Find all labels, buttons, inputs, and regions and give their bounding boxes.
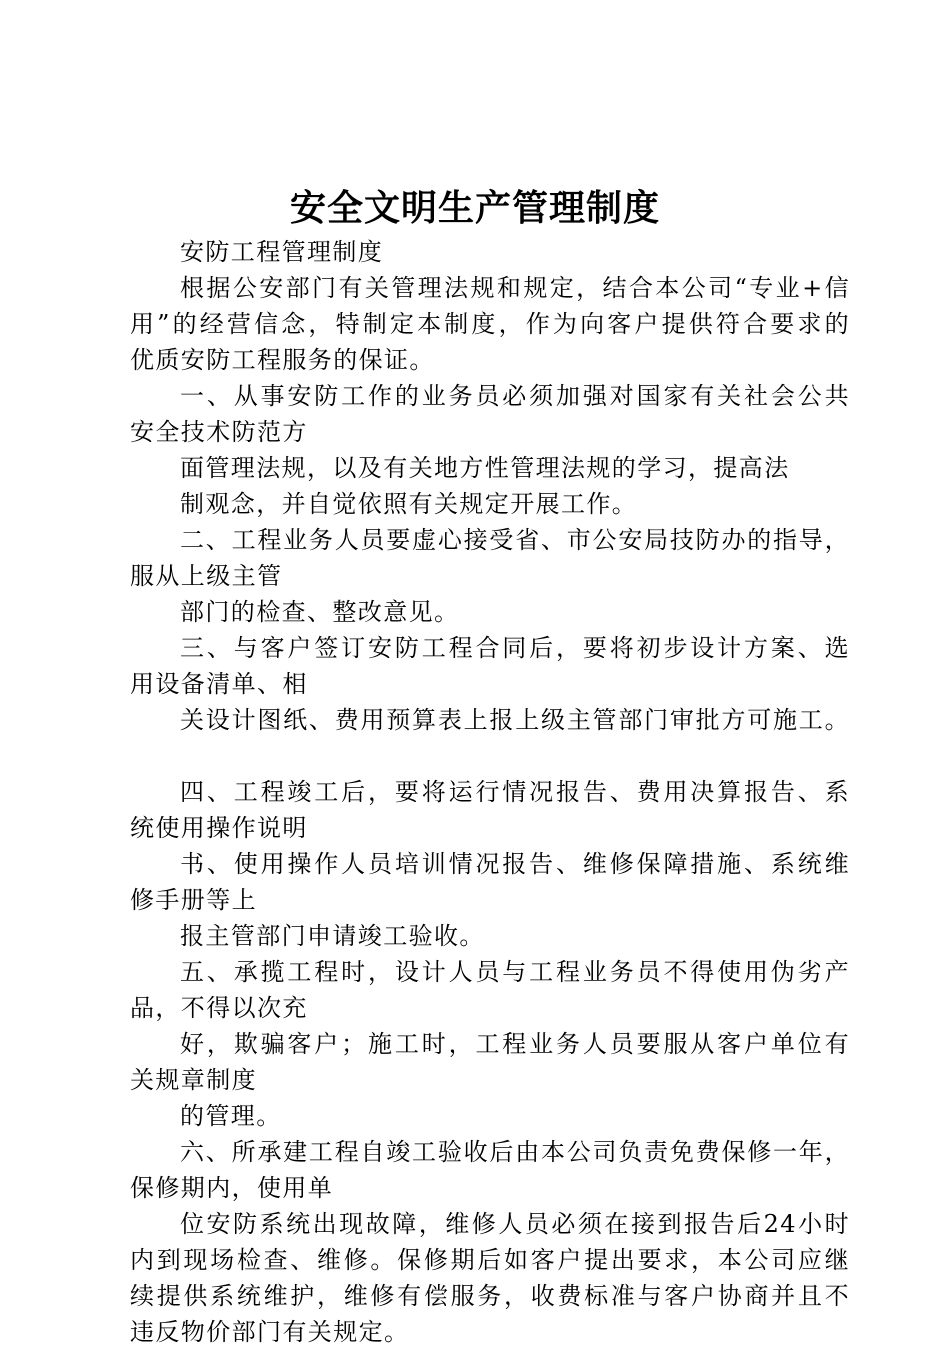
text-line: 一、从事安防工作的业务员必须加强对国家有关社会公共 bbox=[180, 382, 850, 410]
text-line: 六、所承建工程自竣工验收后由本公司负责免费保修一年， bbox=[180, 1138, 850, 1166]
text-line: 五、承揽工程时，设计人员与工程业务员不得使用伪劣产 bbox=[180, 958, 850, 986]
text-line: 二、工程业务人员要虚心接受省、市公安局技防办的指导， bbox=[180, 526, 850, 554]
text-line: 优质安防工程服务的保证。 bbox=[130, 346, 435, 374]
text-line: 制观念，并自觉依照有关规定开展工作。 bbox=[180, 490, 638, 518]
blank-line bbox=[130, 738, 850, 774]
text-line: 续提供系统维护，维修有偿服务，收费标准与客户协商并且不 bbox=[130, 1282, 850, 1310]
text-line: 用设备清单、相 bbox=[130, 670, 308, 698]
text-line: 三、与客户签订安防工程合同后，要将初步设计方案、选 bbox=[180, 634, 850, 662]
text-line: 品，不得以次充 bbox=[130, 994, 308, 1022]
text-line: 报主管部门申请竣工验收。 bbox=[180, 922, 485, 950]
section-heading: 安防工程管理制度 bbox=[180, 238, 384, 266]
text-line: 服从上级主管 bbox=[130, 562, 283, 590]
text-line: 四、工程竣工后，要将运行情况报告、费用决算报告、系 bbox=[180, 778, 850, 806]
text-line: 的管理。 bbox=[180, 1102, 282, 1130]
text-line: 关规章制度 bbox=[130, 1066, 257, 1094]
text-line: 根据公安部门有关管理法规和规定，结合本公司“专业+信 bbox=[180, 274, 850, 302]
text-line: 修手册等上 bbox=[130, 886, 257, 914]
text-line: 位安防系统出现故障，维修人员必须在接到报告后24小时 bbox=[180, 1210, 850, 1238]
document-body bbox=[130, 234, 850, 1350]
text-line: 书、使用操作人员培训情况报告、维修保障措施、系统维 bbox=[180, 850, 850, 878]
document-title: 安全文明生产管理制度 bbox=[289, 187, 660, 229]
text-line: 统使用操作说明 bbox=[130, 814, 308, 842]
text-line: 违反物价部门有关规定。 bbox=[130, 1318, 410, 1346]
text-line: 内到现场检查、维修。保修期后如客户提出要求，本公司应继 bbox=[130, 1246, 850, 1274]
text-line: 部门的检查、整改意见。 bbox=[180, 598, 460, 626]
text-line: 关设计图纸、费用预算表上报上级主管部门审批方可施工。 bbox=[180, 706, 850, 734]
text-line: 用”的经营信念，特制定本制度，作为向客户提供符合要求的 bbox=[130, 310, 850, 338]
text-line: 好，欺骗客户；施工时，工程业务人员要服从客户单位有 bbox=[180, 1030, 850, 1058]
text-line: 保修期内，使用单 bbox=[130, 1174, 334, 1202]
text-line: 安全技术防范方 bbox=[130, 418, 308, 446]
text-line: 面管理法规，以及有关地方性管理法规的学习，提高法 bbox=[180, 454, 790, 482]
